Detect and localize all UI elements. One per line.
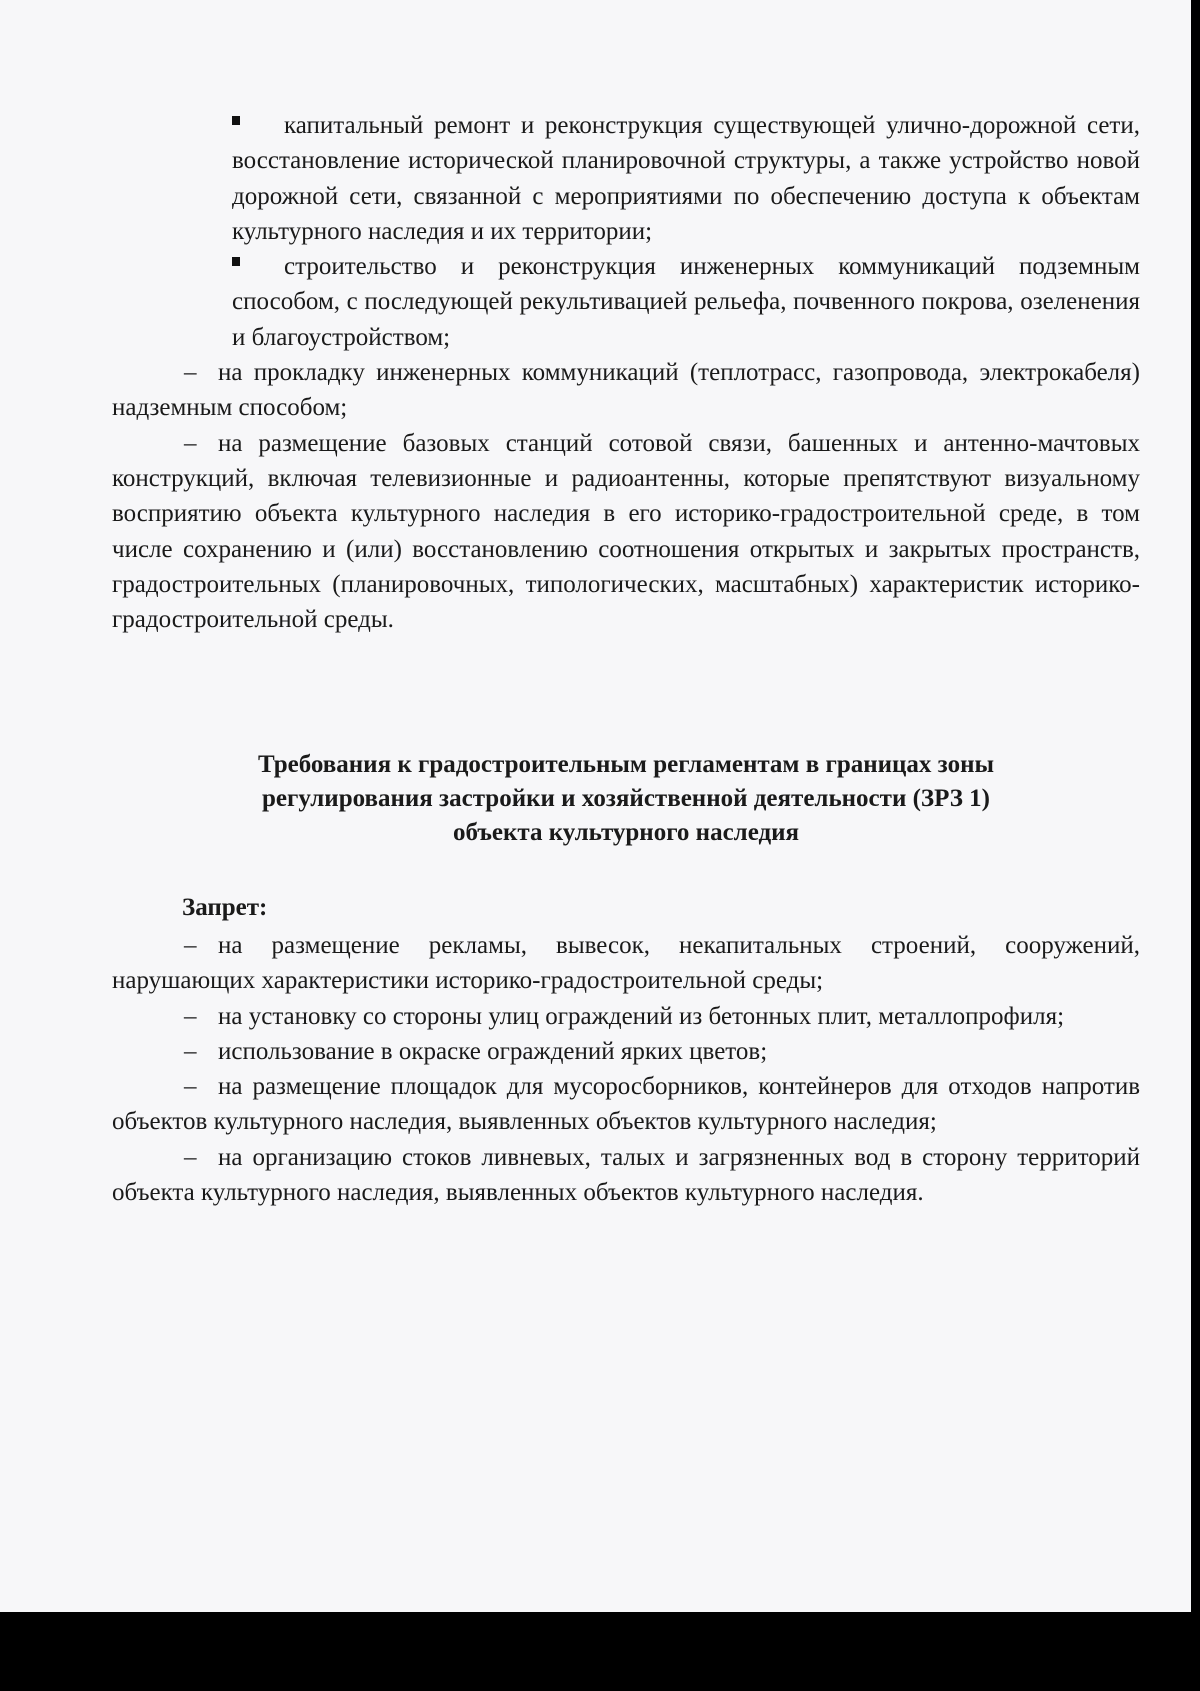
bullet-item xyxy=(232,108,1140,249)
prohibition-text: на установку со стороны улиц ограждений из бетонных плит, металлопрофиля; xyxy=(218,1002,1065,1030)
prohibition-text: использование в окраске ограждений ярких цветов; xyxy=(218,1037,768,1065)
bullet-item xyxy=(232,249,1140,355)
dash-symbol: – xyxy=(184,1002,197,1030)
dash-symbol: – xyxy=(184,1037,197,1065)
square-bullet-icon xyxy=(232,257,240,266)
dash-symbol: – xyxy=(184,932,197,959)
prohibition-item xyxy=(112,1069,1140,1140)
prohibition-item xyxy=(112,928,1140,999)
dash-text: на размещение базовых станций сотовой связи, башенных и антенно-мачтовых конструкций, включая телевизионные и радиоантенны, которые препятствуют визуальному восприятию объекта культурного наследия в его историко-градостроительной среде, в том числе сохранению и (или) восстановлению соотношения открытых и закрытых пространств, градостроительных (планировочных, типологических, масштабных) характеристик историко-градостроительной среды. xyxy=(112,429,1140,634)
heading-line: регулирования застройки и хозяйственной деятельности (ЗРЗ 1) xyxy=(262,785,990,812)
dash-text: на прокладку инженерных коммуникаций (теплотрасс, газопровода, электрокабеля) надземным способом; xyxy=(112,359,1140,422)
dash-symbol: – xyxy=(184,1073,197,1101)
heading-line: Требования к градостроительным регламентам в границах зоны xyxy=(257,751,995,778)
dash-paragraph xyxy=(112,355,1140,426)
square-bullet-icon xyxy=(232,116,240,125)
upper-text-block xyxy=(112,108,1140,637)
bullet-text: капитальный ремонт и реконструкция существующей улично-дорожной сети, восстановление исторической планировочной структуры, а также устройство новой дорожной сети, связанной с мероприятиями по обеспечению доступа к объектам культурного наследия и их территории; xyxy=(232,112,1140,245)
prohibition-text: на размещение рекламы, вывесок, некапитальных строений, сооружений, нарушающих характеристики историко-градостроительной среды; xyxy=(112,932,1140,995)
prohibition-item xyxy=(112,1140,1140,1211)
prohibitions-list xyxy=(112,928,1140,1210)
prohibition-item xyxy=(112,1034,1140,1069)
prohibition-text: на размещение площадок для мусоросборников, контейнеров для отходов напротив объектов культурного наследия, выявленных объектов культурного наследия; xyxy=(112,1073,1140,1136)
scan-edge xyxy=(1191,0,1200,1612)
section-heading xyxy=(112,748,1140,850)
prohibition-item xyxy=(112,999,1140,1034)
bullet-text: строительство и реконструкция инженерных коммуникаций подземным способом, с последующей рекультивацией рельефа, почвенного покрова, озеленения и благоустройством; xyxy=(232,253,1140,351)
heading-line: объекта культурного наследия xyxy=(452,819,800,846)
dash-symbol: – xyxy=(184,1143,197,1171)
dash-symbol: – xyxy=(184,429,197,457)
prohibition-text: на организацию стоков ливневых, талых и загрязненных вод в сторону территорий объекта культурного наследия, выявленных объектов культурного наследия. xyxy=(112,1143,1140,1207)
dash-symbol: – xyxy=(184,359,197,387)
dash-paragraph xyxy=(112,426,1140,638)
prohibition-subheading: Запрет: xyxy=(182,894,268,921)
